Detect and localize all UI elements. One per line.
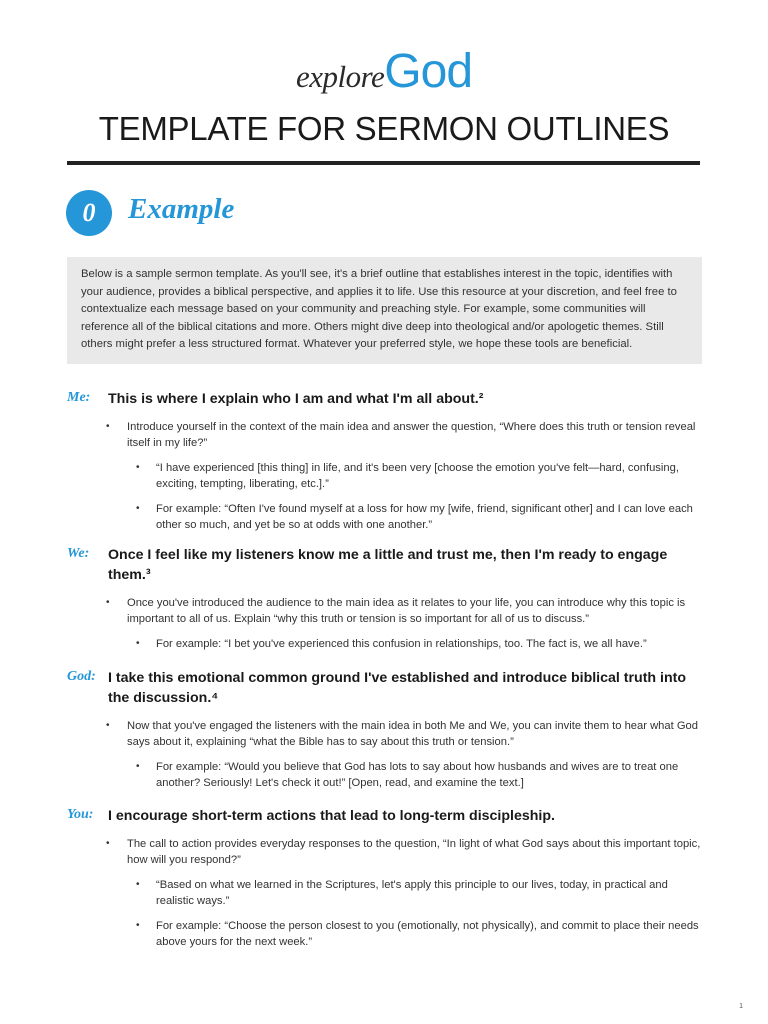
block-heading: This is where I explain who I am and what I'm all about.² bbox=[108, 391, 484, 407]
block-heading: I take this emotional common ground I've established and introduce biblical truth into the discussion.⁴ bbox=[108, 670, 687, 706]
sub-list-item bbox=[136, 918, 701, 950]
logo-explore-text: explore bbox=[295, 59, 385, 94]
bullet-icon: • bbox=[136, 462, 140, 473]
sub-list-item bbox=[136, 877, 701, 909]
title-divider bbox=[67, 161, 700, 165]
bullet-icon: • bbox=[136, 879, 140, 890]
section-title: Example bbox=[128, 193, 235, 225]
list-item bbox=[106, 718, 701, 750]
sub-list-item-text: For example: “I bet you've experienced this confusion in relationships, too. The fact is, we all have.” bbox=[156, 638, 647, 650]
block-we bbox=[67, 545, 707, 652]
intro-box: Below is a sample sermon template. As you'll see, it's a brief outline that establishes interest in the topic, identifies with your audience, provides a biblical perspective, and applies it to life. Use this resource at your discretion, and feel free to contextualize each message based on your community and preaching style. For example, some communities will reference all of the biblical citations and more. Others might dive deep into theological and/or apologetic themes. Still others might prefer a less structured format. Whatever your preferred style, we hope these tools are beneficial. bbox=[67, 257, 702, 364]
bullet-icon: • bbox=[136, 920, 140, 931]
bullet-icon: • bbox=[106, 720, 110, 731]
sub-list-item bbox=[136, 460, 701, 492]
list-item-text: Now that you've engaged the listeners with the main idea in both Me and We, you can invite them to hear what God says about it, explaining “what the Bible has to say about this truth or tension.” bbox=[127, 720, 698, 748]
block-label: God: bbox=[67, 669, 96, 684]
bullet-icon: • bbox=[106, 421, 110, 432]
block-me bbox=[67, 389, 707, 533]
block-label: You: bbox=[67, 807, 94, 822]
page-number: 1 bbox=[739, 1003, 743, 1010]
list-item bbox=[106, 836, 701, 868]
list-item-text: Once you've introduced the audience to the main idea as it relates to your life, you can introduce why this topic is important to all of us. Explain “why this truth or tension is so important for all of us to discuss.” bbox=[127, 597, 686, 625]
list-item bbox=[106, 419, 701, 451]
explore-god-logo bbox=[0, 45, 768, 98]
sub-list-item bbox=[136, 501, 701, 533]
sub-list-item-text: “Based on what we learned in the Scriptures, let's apply this principle to our lives, today, in practical and realistic ways.” bbox=[156, 879, 668, 907]
sub-list-item bbox=[136, 759, 701, 791]
block-heading: I encourage short-term actions that lead to long-term discipleship. bbox=[108, 808, 555, 824]
list-item-text: The call to action provides everyday responses to the question, “In light of what God says about this important topic, how will you respond?” bbox=[127, 838, 701, 866]
bullet-icon: • bbox=[136, 638, 140, 649]
sub-list-item-text: For example: “Choose the person closest to you (emotionally, not physically), and commit to place their needs above yours for the next week.” bbox=[156, 920, 699, 948]
list-item bbox=[106, 595, 701, 627]
block-god bbox=[67, 668, 707, 791]
sub-list-item-text: For example: “Would you believe that God has lots to say about how husbands and wives are to treat one another? Seriously! Let's check it out!” [Open, read, and examine the text.] bbox=[156, 761, 679, 789]
bullet-icon: • bbox=[136, 761, 140, 772]
block-label: We: bbox=[67, 546, 90, 561]
logo-god-text: God bbox=[384, 45, 473, 98]
page-title: TEMPLATE FOR SERMON OUTLINES bbox=[98, 110, 670, 147]
block-you bbox=[67, 806, 707, 950]
bullet-icon: • bbox=[106, 597, 110, 608]
block-heading: Once I feel like my listeners know me a little and trust me, then I'm ready to engage them.³ bbox=[108, 547, 668, 583]
bullet-icon: • bbox=[136, 503, 140, 514]
sub-list-item-text: For example: “Often I've found myself at a loss for how my [wife, friend, significant other] and I can love each other so much, and yet be so at odds with one another.” bbox=[156, 503, 693, 531]
sub-list-item-text: “I have experienced [this thing] in life, and it's been very [choose the emotion you've felt—hard, confusing, exciting, tempting, liberating, etc.].” bbox=[156, 462, 679, 490]
list-item-text: Introduce yourself in the context of the main idea and answer the question, “Where does this truth or tension reveal itself in my life?” bbox=[127, 421, 696, 449]
bullet-icon: • bbox=[106, 838, 110, 849]
section-number-badge: 0 bbox=[66, 190, 112, 236]
block-label: Me: bbox=[67, 390, 91, 405]
sub-list-item bbox=[136, 636, 701, 652]
